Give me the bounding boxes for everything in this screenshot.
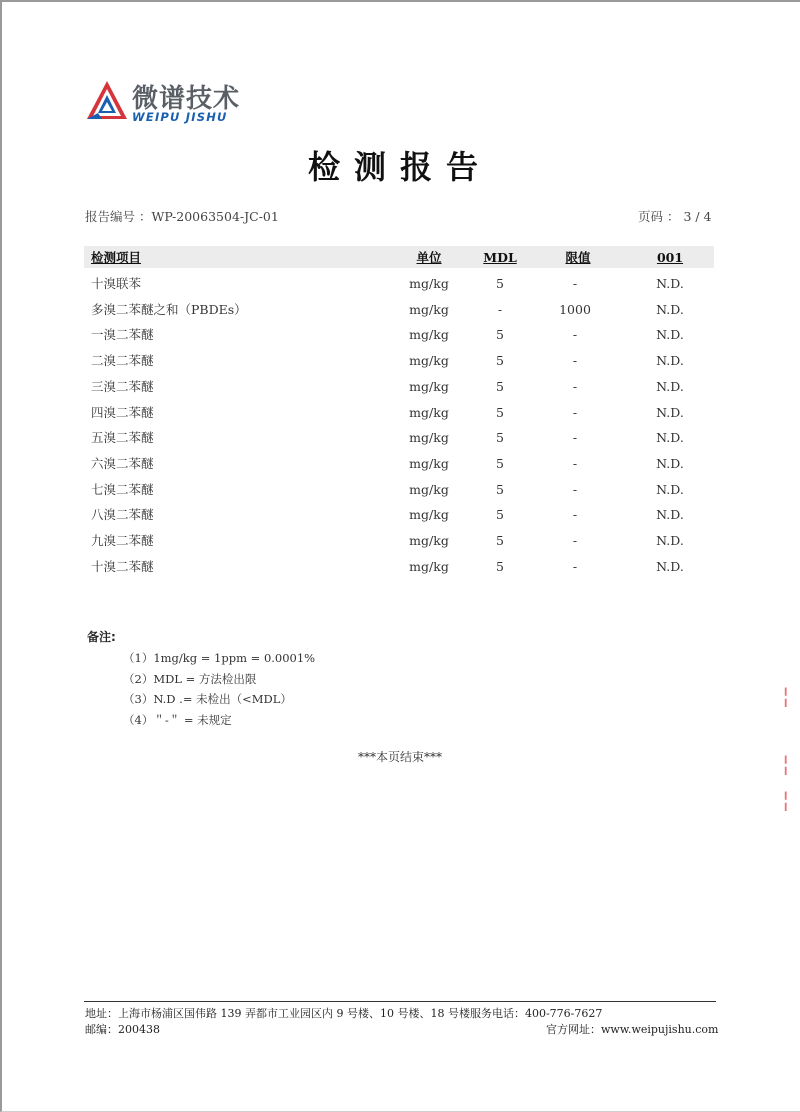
cell-limit: - bbox=[572, 456, 578, 471]
cell-sample: N.D. bbox=[656, 507, 684, 522]
stamp-fragment: ¦ bbox=[782, 788, 790, 813]
cell-sample: N.D. bbox=[656, 430, 684, 445]
cell-mdl: 5 bbox=[496, 456, 504, 471]
footer-website[interactable]: 官方网址：www.weipujishu.com bbox=[546, 1023, 719, 1036]
table-header-band bbox=[84, 246, 714, 268]
cell-unit: mg/kg bbox=[409, 533, 449, 548]
report-number: 报告编号 ：WP-20063504-JC-01 bbox=[85, 209, 279, 224]
cell-sample: N.D. bbox=[656, 302, 684, 317]
cell-limit: 1000 bbox=[559, 302, 591, 317]
page-end-marker: ***本页结束*** bbox=[357, 750, 442, 764]
cell-unit: mg/kg bbox=[409, 559, 449, 574]
cell-unit: mg/kg bbox=[409, 276, 449, 291]
footer-postcode: 邮编：200438 bbox=[85, 1023, 160, 1036]
cell-mdl: - bbox=[497, 302, 503, 317]
footer-divider bbox=[84, 1001, 716, 1002]
note-1: （1）1mg/kg = 1ppm = 0.0001% bbox=[123, 651, 316, 665]
cell-mdl: 5 bbox=[496, 327, 504, 342]
page-number: 页码 ： 3 / 4 bbox=[638, 209, 712, 224]
cell-limit: - bbox=[572, 482, 578, 497]
logo-name-cn: 微谱技术 bbox=[132, 84, 241, 114]
cell-item: 五溴二苯醚 bbox=[91, 430, 154, 445]
cell-mdl: 5 bbox=[496, 405, 504, 420]
cell-mdl: 5 bbox=[496, 559, 504, 574]
note-2: （2）MDL = 方法检出限 bbox=[123, 672, 257, 686]
cell-item: 四溴二苯醚 bbox=[91, 405, 154, 420]
cell-unit: mg/kg bbox=[409, 353, 449, 368]
cell-mdl: 5 bbox=[496, 379, 504, 394]
cell-item: 八溴二苯醚 bbox=[91, 507, 154, 522]
cell-item: 七溴二苯醚 bbox=[91, 482, 154, 497]
cell-sample: N.D. bbox=[656, 533, 684, 548]
cell-unit: mg/kg bbox=[409, 379, 449, 394]
cell-mdl: 5 bbox=[496, 507, 504, 522]
footer-address: 地址：上海市杨浦区国伟路 139 弄都市工业园区内 9 号楼、10 号楼、18 号楼服务电话：400-776-7627 bbox=[85, 1007, 603, 1020]
cell-item: 十溴联苯 bbox=[91, 276, 142, 291]
cell-mdl: 5 bbox=[496, 482, 504, 497]
cell-unit: mg/kg bbox=[409, 456, 449, 471]
cell-sample: N.D. bbox=[656, 327, 684, 342]
cell-limit: - bbox=[572, 405, 578, 420]
cell-limit: - bbox=[572, 327, 578, 342]
header-mdl: MDL bbox=[483, 250, 517, 265]
stamp-fragment: ¦ bbox=[782, 684, 790, 709]
cell-sample: N.D. bbox=[656, 353, 684, 368]
cell-unit: mg/kg bbox=[409, 507, 449, 522]
cell-sample: N.D. bbox=[656, 482, 684, 497]
cell-unit: mg/kg bbox=[409, 302, 449, 317]
cell-mdl: 5 bbox=[496, 276, 504, 291]
cell-unit: mg/kg bbox=[409, 327, 449, 342]
cell-limit: - bbox=[572, 507, 578, 522]
cell-item: 十溴二苯醚 bbox=[91, 559, 154, 574]
cell-unit: mg/kg bbox=[409, 405, 449, 420]
cell-mdl: 5 bbox=[496, 533, 504, 548]
header-sample: 001 bbox=[656, 250, 684, 265]
header-unit: 单位 bbox=[416, 250, 442, 265]
cell-item: 多溴二苯醚之和（PBDEs） bbox=[91, 302, 247, 317]
cell-item: 六溴二苯醚 bbox=[91, 456, 154, 471]
cell-mdl: 5 bbox=[496, 430, 504, 445]
cell-mdl: 5 bbox=[496, 353, 504, 368]
cell-sample: N.D. bbox=[656, 379, 684, 394]
note-4: （4）＂-＂ = 未规定 bbox=[123, 713, 232, 727]
note-3: （3）N.D .= 未检出（<MDL） bbox=[123, 692, 292, 706]
cell-limit: - bbox=[572, 533, 578, 548]
header-limit: 限值 bbox=[565, 250, 591, 265]
company-logo bbox=[86, 80, 266, 124]
cell-limit: - bbox=[572, 559, 578, 574]
cell-unit: mg/kg bbox=[409, 430, 449, 445]
header-item: 检测项目 bbox=[91, 250, 142, 265]
cell-item: 二溴二苯醚 bbox=[91, 353, 154, 368]
cell-limit: - bbox=[572, 430, 578, 445]
report-title: 检测报告 bbox=[307, 148, 492, 186]
cell-limit: - bbox=[572, 353, 578, 368]
cell-sample: N.D. bbox=[656, 456, 684, 471]
logo-name-en: WEIPU JISHU bbox=[132, 110, 228, 124]
cell-sample: N.D. bbox=[656, 559, 684, 574]
cell-item: 九溴二苯醚 bbox=[91, 533, 154, 548]
cell-limit: - bbox=[572, 379, 578, 394]
cell-limit: - bbox=[572, 276, 578, 291]
notes-title: 备注: bbox=[87, 630, 116, 644]
logo-mark-icon bbox=[86, 80, 128, 120]
cell-sample: N.D. bbox=[656, 276, 684, 291]
cell-unit: mg/kg bbox=[409, 482, 449, 497]
cell-sample: N.D. bbox=[656, 405, 684, 420]
cell-item: 三溴二苯醚 bbox=[91, 379, 154, 394]
cell-item: 一溴二苯醚 bbox=[91, 327, 154, 342]
stamp-fragment: ¦ bbox=[782, 752, 790, 777]
